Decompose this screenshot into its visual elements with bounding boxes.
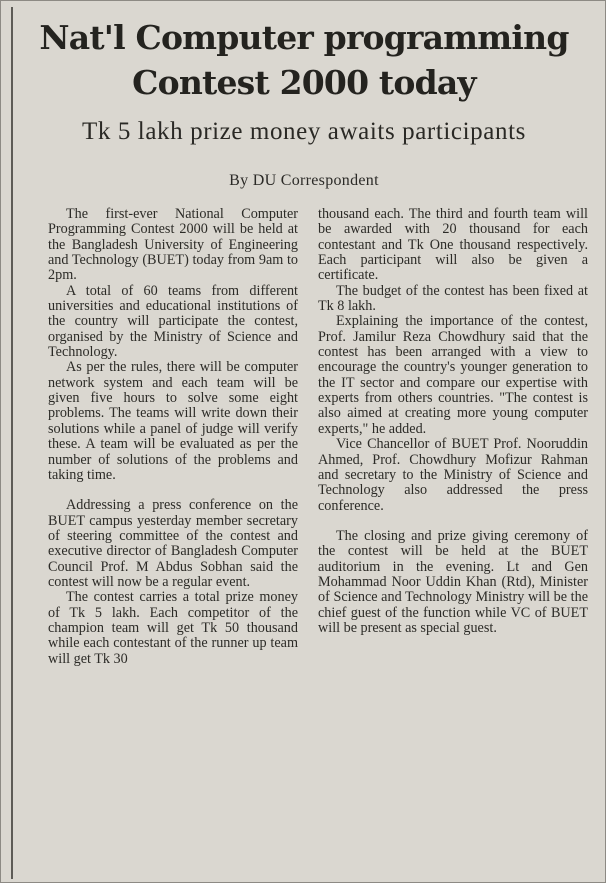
paragraph: As per the rules, there will be computer network system and each team will be given five hours to solve some eight problems. The teams will write down their solutions while a panel of judge will verify these. A team will be evaluated as per the number of solutions of the problems and taking time. [48,359,298,483]
byline: By DU Correspondent [229,172,379,189]
paragraph: The closing and prize giving ceremony of the contest will be held at the BUET auditorium in the evening. Lt and Gen Mohammad Noor Uddin Khan (Rtd), Minister of Science and Technology Ministry will be the chief guest of the function while VC of BUET will be present as special guest. [318,527,588,636]
paragraph: The budget of the contest has been fixed at Tk 8 lakh. [318,282,588,315]
paragraph: Explaining the importance of the contest, Prof. Jamilur Reza Chowdhury said that the contest has been arranged with a view to encourage the country's younger generation to the IT sector and compare our expertise with experts from others countries. "The contest is also aimed at creating more young computer experts," he added. [318,313,588,437]
headline: Nat'l Computer programming Contest 2000 today [39,18,569,102]
article-column-left [48,207,298,667]
paragraph: thousand each. The third and fourth team will be awarded with 20 thousand for each contestant and Tk One thousand respectively. Each participant will also be given a certificate. [318,206,588,284]
column-rule [11,7,13,879]
paragraph: A total of 60 teams from different universities and educational institutions of the country will participate the contest, organised by the Ministry of Science and Technology. [48,282,298,361]
subheadline: Tk 5 lakh prize money awaits participants [82,118,526,145]
article-column-right [318,207,588,636]
paragraph: The contest carries a total prize money of Tk 5 lakh. Each competitor of the champion team will get Tk 50 thousand while each contestant of the runner up team will get Tk 30 [48,589,298,667]
paragraph: Addressing a press conference on the BUET campus yesterday member secretary of steering committee of the contest and executive director of Bangladesh Computer Council Prof. M Abdus Sobhan said the contest will now be a regular event. [48,497,298,590]
paragraph: Vice Chancellor of BUET Prof. Nooruddin Ahmed, Prof. Chowdhury Mofizur Rahman and secretary to the Ministry of Science and Technology also addressed the press conference. [318,436,588,514]
paragraph: The first-ever National Computer Programming Contest 2000 will be held at the Bangladesh University of Engineering and Technology (BUET) today from 9am to 2pm. [48,206,298,284]
